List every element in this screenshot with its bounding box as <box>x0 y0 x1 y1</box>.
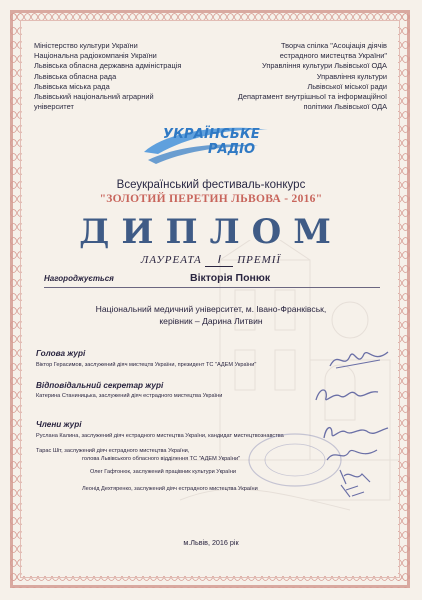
jury-chair-heading: Голова журі <box>36 349 86 358</box>
organizer-line: Львівська міська рада <box>34 81 110 91</box>
logo-text-bottom: РАДІО <box>208 142 256 157</box>
laureate-suffix: ПРЕМІЇ <box>237 254 282 266</box>
festival-title: "ЗОЛОТИЙ ПЕРЕТИН ЛЬВОВА - 2016" <box>99 193 323 205</box>
prize-degree: I <box>205 253 233 267</box>
jury-members-heading: Члени журі <box>36 420 82 429</box>
supervisor-line: керівник – Дарина Литвин <box>159 316 263 326</box>
jury-member: Тарас Шіт, заслужений діяч естрадного мистецтва України, <box>36 448 190 454</box>
laureate-line <box>0 253 422 267</box>
organizers-right-column <box>200 41 387 112</box>
organizer-line: Національна радіокомпанія України <box>34 51 157 61</box>
awardee-name: Вікторія Понюк <box>190 272 271 284</box>
chair-signature <box>328 346 390 372</box>
organizer-line: університет <box>34 102 74 112</box>
jury-chair-name: Віктор Герасимов, заслужений діяч мистецтв України, президент ТС "АДЕМ України" <box>36 362 257 368</box>
organizer-line: естрадного мистецтва України" <box>279 51 387 61</box>
organizer-line: політики Львівської ОДА <box>303 102 387 112</box>
jury-secretary-name: Катерина Станиницька, заслужений діяч естрадного мистецтва України <box>36 393 223 399</box>
awarded-label: Нагороджується <box>44 274 114 283</box>
festival-subtitle: Всеукраїнський фестиваль-конкурс <box>116 179 306 191</box>
organizer-line: Управління культури Львівської ОДА <box>261 61 387 71</box>
member-signature-1 <box>320 420 390 444</box>
ukrainian-radio-logo <box>138 124 288 170</box>
jury-member-continued: голова Львівського обласного відділення ТС "АДЕМ України" <box>82 456 241 462</box>
organizer-line: Творча спілка "Асоціація діячів <box>280 41 387 50</box>
organizer-line: Міністерство культури України <box>34 41 138 50</box>
member-signature-2 <box>325 444 380 466</box>
organizers-left-column <box>34 41 214 112</box>
organizer-line: Львівська обласна державна адміністрація <box>34 61 182 71</box>
jury-member: Руслана Калина, заслужений діяч естрадного мистецтва України, кандидат мистецтвознавства <box>36 433 284 439</box>
jury-secretary-heading: Відповідальний секретар журі <box>36 381 164 390</box>
name-underline <box>44 287 380 288</box>
organizer-line: Львівський національний аграрний <box>34 92 154 102</box>
member-signature-4 <box>338 482 368 500</box>
jury-member: Леонід Дехтяренко, заслужений діяч естрадного мистецтва України <box>82 486 258 492</box>
institution-line: Національний медичний університет, м. Івано-Франківськ, <box>95 304 327 314</box>
logo-text-top: УКРАЇНСЬКЕ <box>163 127 260 142</box>
laureate-prefix: ЛАУРЕАТА <box>140 254 202 266</box>
organizer-line: Львівської міської ради <box>307 81 387 91</box>
organizer-line: Управління культури <box>316 71 387 81</box>
organizer-line: Департамент внутрішньої та інформаційної <box>237 92 387 102</box>
diploma-heading: ДИПЛОМ <box>79 212 343 252</box>
secretary-signature <box>312 382 382 408</box>
organizer-line: Львівська обласна рада <box>34 71 117 81</box>
jury-member: Олег Гафтонюк, заслужений працівник культури України <box>90 469 237 475</box>
city-year-footer: м.Львів, 2016 рік <box>183 538 239 547</box>
